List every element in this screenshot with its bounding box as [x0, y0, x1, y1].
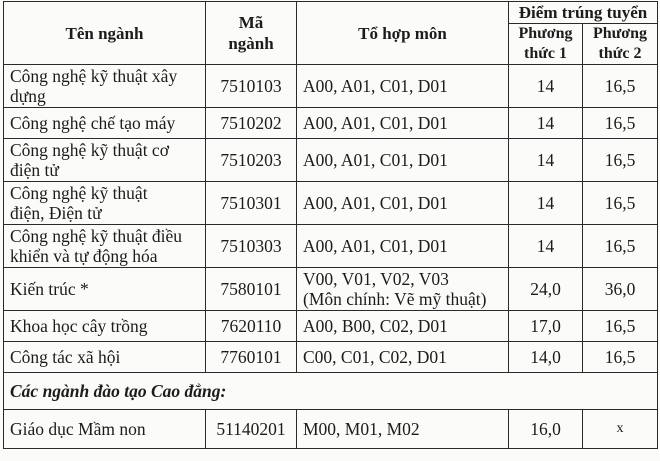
header-subject-combo-text: Tổ hợp môn	[358, 23, 447, 43]
table-row	[4, 410, 658, 449]
header-major-code-line1: Mã	[238, 13, 264, 32]
major-code-cell: 7760101	[206, 342, 297, 373]
major-name-cell: Công nghệ chế tạo máy	[4, 108, 206, 139]
major-code-cell: 7510203	[206, 139, 297, 182]
table-row	[4, 65, 658, 108]
score-method-2-cell: 16,5	[583, 342, 658, 373]
table-row	[4, 225, 658, 268]
table-row	[4, 342, 658, 373]
major-name-cell	[4, 139, 206, 182]
score-method-1-cell: 14	[509, 225, 583, 268]
major-name: Công nghệ kỹ thuật xây	[10, 66, 178, 86]
major-name-cont: dựng	[10, 86, 46, 106]
major-code-cell: 7620110	[206, 311, 297, 342]
major-code-cell: 7510103	[206, 65, 297, 108]
header-method-2-line2: thức 2	[598, 45, 642, 62]
score-method-1-cell: 14,0	[509, 342, 583, 373]
header-method-2-line1: Phương	[592, 25, 648, 42]
major-code-cell: 51140201	[206, 410, 297, 449]
major-name-cont: điện, Điện tử	[10, 203, 102, 223]
score-method-2-cell: 16,5	[583, 139, 658, 182]
score-method-1-cell: 16,0	[509, 410, 583, 449]
header-major-code-line2: ngành	[228, 34, 274, 53]
major-name-cell	[4, 182, 206, 225]
major-name-cell	[4, 65, 206, 108]
score-method-1-cell: 14	[509, 65, 583, 108]
subject-combo-cell: C00, C01, C02, D01	[297, 342, 509, 373]
score-method-1-cell: 14	[509, 139, 583, 182]
subject-combo: V00, V01, V02, V03	[303, 269, 449, 289]
score-method-2-cell: 36,0	[583, 268, 658, 311]
major-name: Công nghệ kỹ thuật điều	[10, 226, 183, 246]
section-row	[4, 373, 658, 410]
major-name-cell: Giáo dục Mầm non	[4, 410, 206, 449]
header-major-name-text: Tên ngành	[65, 23, 144, 43]
major-name-cell: Kiến trúc *	[4, 268, 206, 311]
table-row	[4, 311, 658, 342]
major-name: Công nghệ kỹ thuật cơ	[10, 140, 169, 160]
subject-combo-cell: A00, A01, C01, D01	[297, 225, 509, 268]
score-method-1-cell: 14	[509, 108, 583, 139]
major-code-cell: 7580101	[206, 268, 297, 311]
subject-combo-cell: M00, M01, M02	[297, 410, 509, 449]
score-method-2-cell: x	[583, 410, 658, 449]
subject-combo-note: (Môn chính: Vẽ mỹ thuật)	[303, 289, 487, 309]
header-method-1-line1: Phương	[518, 25, 573, 42]
major-name-cont: khiển và tự động hóa	[10, 246, 158, 266]
header-method-2	[583, 24, 658, 65]
table-row	[4, 268, 658, 311]
major-code-cell: 7510301	[206, 182, 297, 225]
header-subject-combo	[297, 2, 509, 65]
header-method-1-line2: thức 1	[524, 45, 567, 62]
major-name-cont: điện tử	[10, 160, 59, 180]
major-code-cell: 7510303	[206, 225, 297, 268]
subject-combo-cell: A00, A01, C01, D01	[297, 139, 509, 182]
header-score-group-text: Điểm trúng tuyển	[518, 3, 648, 22]
header-major-code	[206, 2, 297, 65]
score-method-2-cell: 16,5	[583, 182, 658, 225]
header-score-group	[509, 2, 658, 24]
table-row	[4, 108, 658, 139]
score-method-1-cell: 17,0	[509, 311, 583, 342]
subject-combo-cell: A00, A01, C01, D01	[297, 108, 509, 139]
subject-combo-cell: A00, B00, C02, D01	[297, 311, 509, 342]
subject-combo-cell	[297, 268, 509, 311]
major-name-cell: Khoa học cây trồng	[4, 311, 206, 342]
subject-combo-cell: A00, A01, C01, D01	[297, 182, 509, 225]
major-name: Công nghệ kỹ thuật	[10, 183, 148, 203]
score-method-2-cell: 16,5	[583, 108, 658, 139]
score-method-1-cell: 24,0	[509, 268, 583, 311]
table-row	[4, 139, 658, 182]
admission-score-table	[3, 1, 658, 449]
score-method-1-cell: 14	[509, 182, 583, 225]
score-method-2-cell: 16,5	[583, 65, 658, 108]
score-method-2-cell: 16,5	[583, 311, 658, 342]
header-method-1	[509, 24, 583, 65]
subject-combo-cell: A00, A01, C01, D01	[297, 65, 509, 108]
header-major-name	[4, 2, 206, 65]
major-name-cell	[4, 225, 206, 268]
major-name-cell: Công tác xã hội	[4, 342, 206, 373]
college-section-title: Các ngành đào tạo Cao đẳng:	[4, 373, 658, 410]
score-method-2-cell: 16,5	[583, 225, 658, 268]
table-row	[4, 182, 658, 225]
major-code-cell: 7510202	[206, 108, 297, 139]
